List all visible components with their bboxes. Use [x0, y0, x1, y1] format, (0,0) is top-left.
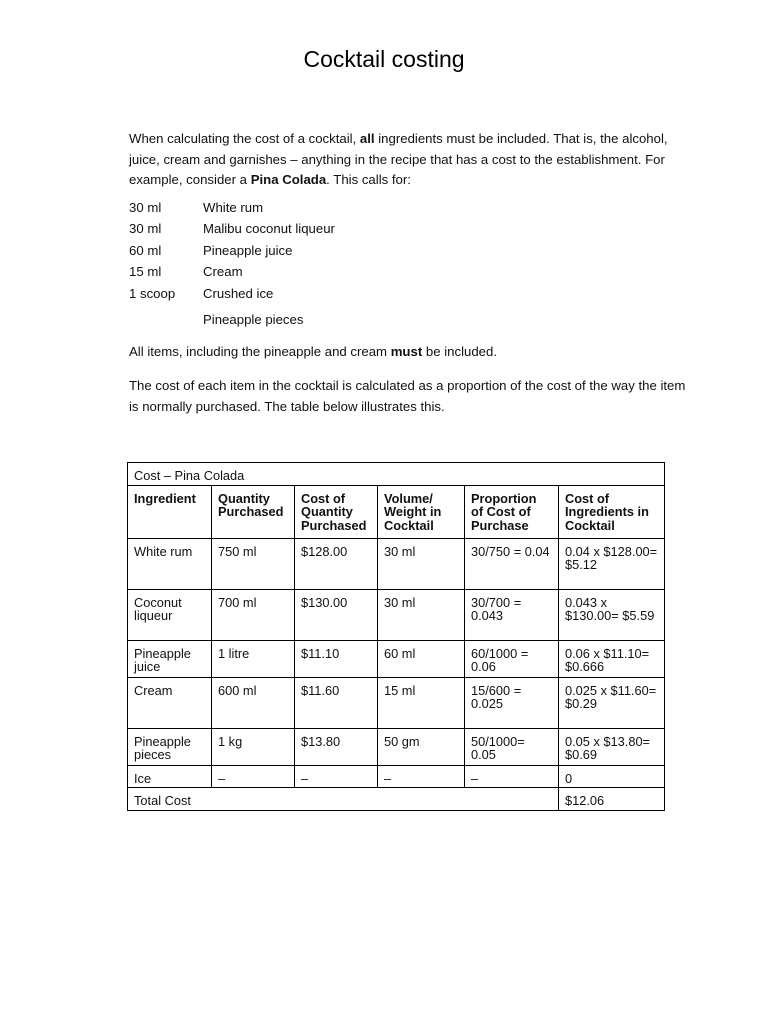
table-cell: 60 ml: [378, 640, 465, 677]
recipe-item: [129, 240, 629, 261]
table-cell: $128.00: [295, 538, 378, 589]
table-cell: 1 kg: [212, 728, 295, 765]
table-cell: 30 ml: [378, 589, 465, 640]
page-title: Cocktail costing: [303, 46, 465, 72]
table-cell: 30 ml: [378, 538, 465, 589]
recipe-ingredient: Crushed ice: [203, 285, 274, 301]
table-row: [128, 538, 665, 589]
table-cell: White rum: [128, 538, 212, 589]
recipe-list: [129, 197, 629, 330]
table-cell: 0.05 x $13.80= $0.69: [559, 728, 665, 765]
column-header: Cost of Ingredients in Cocktail: [559, 485, 665, 538]
table-cell: 750 ml: [212, 538, 295, 589]
table-cell: 0.06 x $11.10= $0.666: [559, 640, 665, 677]
table-cell: 15 ml: [378, 677, 465, 728]
table-cell: 0: [559, 765, 665, 788]
table-cell: –: [295, 765, 378, 788]
column-header: Proportion of Cost of Purchase: [465, 485, 559, 538]
table-total-row: [128, 788, 665, 811]
table-cell: 30/750 = 0.04: [465, 538, 559, 589]
intro-bold-all: all: [359, 131, 375, 146]
recipe-quantity: 30 ml: [129, 221, 162, 237]
recipe-quantity: 30 ml: [129, 200, 162, 215]
table-cell: 1 litre: [212, 640, 295, 677]
table-row: [128, 677, 665, 728]
table-cell: Coconut liqueur: [128, 589, 212, 640]
table-cell: $130.00: [295, 589, 378, 640]
intro-bold-pina-colada: Pina Colada: [250, 172, 327, 187]
table-cell: 15/600 = 0.025: [465, 677, 559, 728]
table-cell: 700 ml: [212, 589, 295, 640]
table-cell: 60/1000 = 0.06: [465, 640, 559, 677]
note-paragraph: [129, 342, 689, 363]
table-cell: Pineapple juice: [128, 640, 212, 677]
total-value: $12.06: [559, 788, 665, 811]
recipe-item: [129, 218, 629, 239]
table-cell: 0.04 x $128.00= $5.12: [559, 538, 665, 589]
table-cell: –: [465, 765, 559, 788]
column-header: Ingredient: [128, 485, 212, 538]
recipe-item: [129, 261, 629, 282]
recipe-ingredient: White rum: [203, 200, 264, 215]
table-row: [128, 765, 665, 788]
note-text-2: be included.: [422, 344, 498, 359]
explanation-paragraph: The cost of each item in the cocktail is calculated as a proportion of the cost of the way the item is normally purchased. The table below illustrates this.: [129, 378, 686, 414]
table-cell: 50/1000= 0.05: [465, 728, 559, 765]
column-header: Quantity Purchased: [212, 485, 295, 538]
total-label: Total Cost: [128, 788, 559, 811]
table-row: [128, 589, 665, 640]
note-text-1: All items, including the pineapple and cream: [129, 344, 391, 359]
recipe-quantity: 1 scoop: [129, 285, 176, 301]
column-header: Volume/ Weight in Cocktail: [378, 485, 465, 538]
column-header: Cost of Quantity Purchased: [295, 485, 378, 538]
intro-paragraph: [129, 129, 689, 191]
table-cell: 0.043 x $130.00= $5.59: [559, 589, 665, 640]
table-cell: 50 gm: [378, 728, 465, 765]
recipe-ingredient: Malibu coconut liqueur: [203, 221, 335, 237]
table-cell: Cream: [128, 677, 212, 728]
table-cell: $13.80: [295, 728, 378, 765]
recipe-quantity: 60 ml: [129, 242, 162, 258]
recipe-ingredient: Cream: [203, 264, 243, 280]
table-cell: –: [212, 765, 295, 788]
table-cell: 600 ml: [212, 677, 295, 728]
table-header-row: [128, 485, 665, 538]
recipe-item: [129, 283, 629, 304]
table-caption-row: [128, 463, 665, 486]
table-cell: 30/700 = 0.043: [465, 589, 559, 640]
table-caption: Cost – Pina Colada: [128, 463, 665, 486]
table-cell: Pineapple pieces: [128, 728, 212, 765]
note-bold-must: must: [390, 344, 423, 359]
recipe-item: [129, 309, 629, 330]
table-row: [128, 640, 665, 677]
table-cell: $11.10: [295, 640, 378, 677]
table-cell: –: [378, 765, 465, 788]
table-row: [128, 728, 665, 765]
cost-table: [127, 462, 665, 811]
recipe-ingredient: Pineapple juice: [203, 242, 293, 258]
intro-text-1: When calculating the cost of a cocktail,: [129, 131, 360, 146]
recipe-ingredient: Pineapple pieces: [203, 311, 304, 327]
recipe-item: [129, 197, 629, 218]
intro-text-2: ingredients must be included. That is, the alcohol, juice, cream and garnishes – anything in the recipe that has a cost to the establishment. For example, consider a: [129, 131, 668, 187]
intro-text-3: . This calls for:: [326, 172, 411, 187]
table-cell: 0.025 x $11.60= $0.29: [559, 677, 665, 728]
table-cell: $11.60: [295, 677, 378, 728]
recipe-quantity: 15 ml: [129, 264, 162, 280]
table-cell: Ice: [128, 765, 212, 788]
